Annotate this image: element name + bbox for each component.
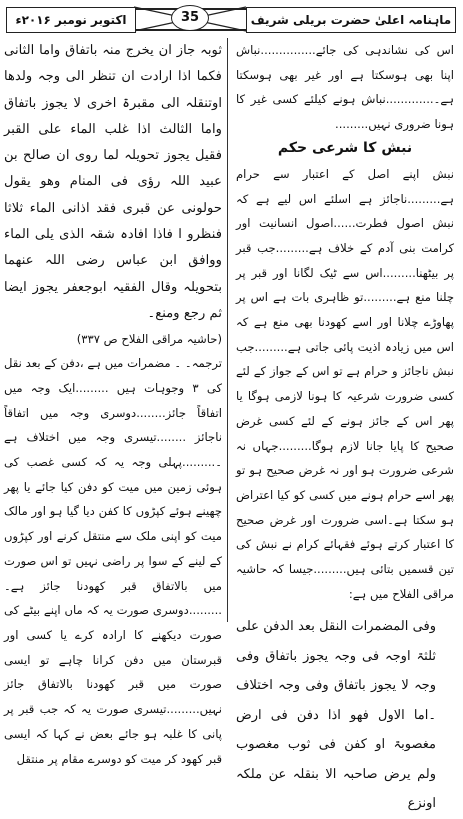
right-column <box>236 38 454 812</box>
column-divider <box>227 38 228 622</box>
translation-paragraph: ترجمہ۔ ۔ مضمرات میں ہے ،دفن کے بعد نقل کی ۳ وجوہات ہیں .........ایک وجہ میں اتفاقاً جائز........دوسری وجہ میں اتفاقاً ناجائز ........تیسری وجہ میں اختلاف ہے ۔.........پہلی وجہ یہ کہ کسی غصب کی ہوئی زمین میں میت کو دفن کیا جائے یا پھر چھینے ہوئے کپڑوں کا کفن دیا گیا ہو اور مالک میت کو اپنی ملک سے منتقل کرنے اور کپڑوں کے لینے کے سوا پر راضی نہیں تو اس صورت میں بالاتفاق قبر کھودنا جائز ہے۔ .........دوسری صورت یہ کہ ماں اپنے بیٹے کی صورت دیکھنے کا ارادہ کرے یا کسی اور قبرستان میں دفن کرانا چاہے تو ایسی صورت میں قبر کھودنا بالاتفاق جائز نہیں.........تیسری صورت یہ کہ جب قبر پر پانی کا غلبہ ہو جائے بعض نے کہا کہ ایسی قبر کھود کر میت کو دوسرے مقام پر منتقل <box>4 356 223 766</box>
left-column <box>4 38 223 766</box>
arabic-continuation: ثوبہ جاز ان یخرج منہ باتفاق واما الثانی فکما اذا ارادت ان تنظر الی وجہ ولدھا اوتنقلہ الی مقبرۃ اخری لا یجوز باتفاق واما الثالث اذا غلب الماء علی القبر فقیل یجوز تحویلہ لما روی ان صالح بن عبید اللہ رؤی فی المنام وھو یقول حولونی عن قبری فقد اذانی الماء ثلاثا فنظرو ا فاذا افادہ شقہ الذی یلی الماء ووافق ابن عباس رضی اللہ عنھما بتحویلہ وقال الفقیہ ابوجعفر یجوز ایضا ثم رجع ومنع۔ <box>4 43 222 321</box>
body-paragraph: نبش اپنے اصل کے اعتبار سے حرام ہے.........ناجائز ہے اسلئے اس لیے ہے کہ نبش اصول فطرت......اصول انسانیت اور کرامت بنی آدم کے خلاف ہے.........جب قبر پر بیٹھنا.........اس سے ٹیک لگانا اور قبر پر چلنا منع ہے.........تو ظاہری بات ہے اس پر پھاوڑے چلانا اور اسے کھودنا بھی منع ہے کہ اس میں زیادہ اذیت پائی جاتی ہے.........جب نبش ناجائز و حرام ہے تو اس کے جواز کے لئے کسی ضرورت شرعیہ کا ہونا لازمی ہوگا یا پھر اس کے جائز ہونے کے لئے کسی غرض صحیح کا پایا جانا لازم ہوگا.........جہاں نہ شرعی ضرورت ہو اور نہ غرض صحیح ہو تو پھر اسے حرام ہونے میں کسی کو کیا اعتراض ہو سکتا ہے۔اسی ضرورت اور غرض صحیح کا اعتبار کرتے ہوئے فقہائے کرام نے نبش کی تین قسمیں بتائی ہیں.........جیسا کہ حاشیہ مراقی الفلاح میں ہے: <box>236 166 454 601</box>
source-reference: (حاشیہ مراقی الفلاح ص ۳۳۷) <box>76 332 222 347</box>
intro-paragraph: اس کی نشاندہی کی جائے...............نباش اپنا بھی ہوسکتا ہے اور غیر بھی ہوسکتا ہے۔.............نباش ہونے کیلئے کسی غیر کا ہونا ضروری نہیں......... <box>236 43 454 132</box>
page-header <box>4 4 457 34</box>
page-number: 35 <box>171 5 209 31</box>
magazine-title: ماہنامہ اعلیٰ حضرت بریلی شریف <box>246 7 456 33</box>
arabic-quote-block <box>236 606 454 819</box>
section-heading: نبش کا شرعی حکم <box>277 139 413 156</box>
arabic-quote: وفی المضمرات النقل بعد الدفن علی ثلثۃ اوجہ فی وجہ یجوز باتفاق وفی وجہ لا یجوز باتفاق وفی وجہ اختلاف ۔اما الاول فھو اذا دفن فی ارض مغصوبۃ او کفن فی ثوب مغصوب ولم یرض صاحبہ الا بنقلہ عن ملکہ اونزع <box>236 619 436 812</box>
issue-date: اکتوبر نومبر ۲۰۱۶ء <box>6 7 136 33</box>
